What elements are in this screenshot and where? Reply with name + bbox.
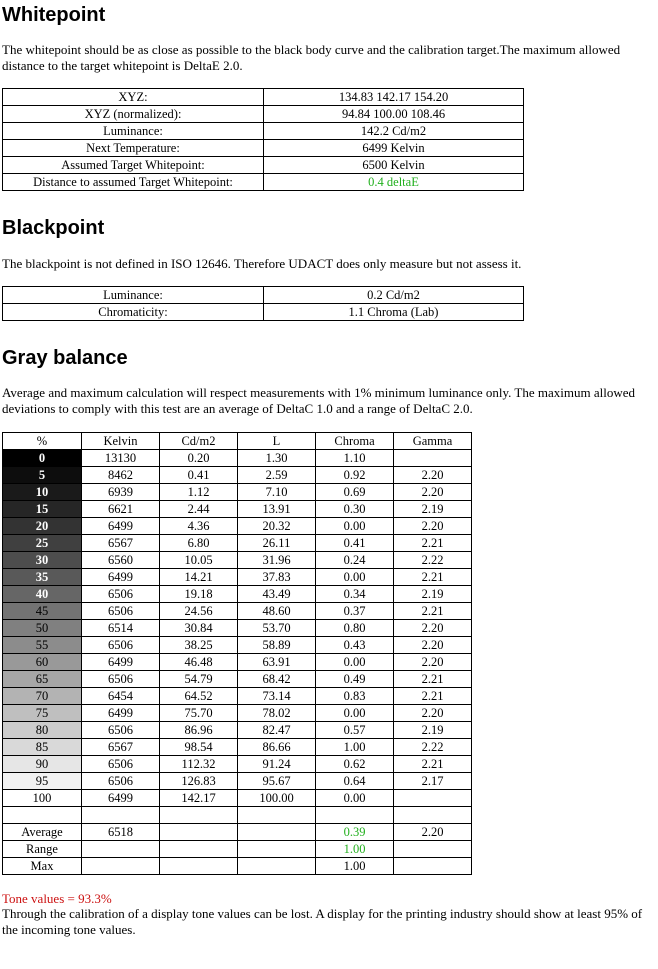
gray-row: [3, 450, 472, 467]
gray-l-cell: 68.42: [238, 671, 316, 688]
gray-cd-cell: 46.48: [160, 654, 238, 671]
gray-gamma-cell: 2.20: [394, 484, 472, 501]
summary-kelvin: [82, 858, 160, 875]
kv-value: 94.84 100.00 108.46: [264, 106, 524, 123]
gray-cd-cell: 14.21: [160, 569, 238, 586]
gray-kelvin-cell: 8462: [82, 467, 160, 484]
summary-chroma: 1.00: [316, 858, 394, 875]
gray-chroma-cell: 0.43: [316, 637, 394, 654]
gray-l-cell: 43.49: [238, 586, 316, 603]
kv-row: [3, 106, 524, 123]
gray-chroma-cell: 0.49: [316, 671, 394, 688]
gray-gamma-cell: [394, 450, 472, 467]
gray-cd-cell: 98.54: [160, 739, 238, 756]
gray-cd-cell: 24.56: [160, 603, 238, 620]
gray-cd-cell: 142.17: [160, 790, 238, 807]
gray-chroma-cell: 0.00: [316, 654, 394, 671]
summary-kelvin: 6518: [82, 824, 160, 841]
kv-row: [3, 174, 524, 191]
gray-gamma-cell: 2.21: [394, 756, 472, 773]
blackpoint-title: Blackpoint: [2, 217, 105, 239]
empty-cell: [3, 807, 82, 824]
gray-row: [3, 518, 472, 535]
kv-label: Distance to assumed Target Whitepoint:: [3, 174, 264, 191]
gray-swatch-cell: 0: [3, 450, 82, 467]
kv-value: 0.2 Cd/m2: [264, 287, 524, 304]
gray-row: [3, 790, 472, 807]
summary-chroma: 0.39: [316, 824, 394, 841]
gray-kelvin-cell: 6499: [82, 518, 160, 535]
blackpoint-table: [2, 286, 524, 321]
gray-chroma-cell: 0.30: [316, 501, 394, 518]
gray-l-cell: 48.60: [238, 603, 316, 620]
gray-kelvin-cell: 13130: [82, 450, 160, 467]
gray-cd-cell: 0.41: [160, 467, 238, 484]
kv-row: [3, 89, 524, 106]
gray-cd-cell: 6.80: [160, 535, 238, 552]
summary-kelvin: [82, 841, 160, 858]
kv-row: [3, 123, 524, 140]
gray-kelvin-cell: 6506: [82, 756, 160, 773]
column-header: Chroma: [316, 433, 394, 450]
gray-kelvin-cell: 6567: [82, 535, 160, 552]
gray-swatch-cell: 60: [3, 654, 82, 671]
kv-row: [3, 140, 524, 157]
gray-kelvin-cell: 6506: [82, 603, 160, 620]
gray-cd-cell: 112.32: [160, 756, 238, 773]
gray-l-cell: 95.67: [238, 773, 316, 790]
column-header: L: [238, 433, 316, 450]
gray-chroma-cell: 0.41: [316, 535, 394, 552]
gray-chroma-cell: 0.00: [316, 518, 394, 535]
gray-balance-title: Gray balance: [2, 347, 128, 369]
gray-row: [3, 637, 472, 654]
gray-cd-cell: 10.05: [160, 552, 238, 569]
gray-swatch-cell: 75: [3, 705, 82, 722]
kv-value: 134.83 142.17 154.20: [264, 89, 524, 106]
empty-cell: [394, 807, 472, 824]
empty-cell: [238, 807, 316, 824]
gray-kelvin-cell: 6939: [82, 484, 160, 501]
gray-chroma-cell: 0.62: [316, 756, 394, 773]
gray-gamma-cell: 2.20: [394, 705, 472, 722]
gray-gamma-cell: 2.19: [394, 722, 472, 739]
gray-row: [3, 620, 472, 637]
gray-chroma-cell: 0.57: [316, 722, 394, 739]
empty-cell: [82, 807, 160, 824]
gray-kelvin-cell: 6499: [82, 569, 160, 586]
gray-row: [3, 722, 472, 739]
gray-l-cell: 37.83: [238, 569, 316, 586]
empty-cell: [238, 841, 316, 858]
summary-label: Range: [3, 841, 82, 858]
gray-row: [3, 756, 472, 773]
gray-kelvin-cell: 6499: [82, 705, 160, 722]
gray-row: [3, 467, 472, 484]
gray-gamma-cell: 2.22: [394, 552, 472, 569]
gray-swatch-cell: 70: [3, 688, 82, 705]
gray-l-cell: 26.11: [238, 535, 316, 552]
gray-cd-cell: 38.25: [160, 637, 238, 654]
kv-value: 6499 Kelvin: [264, 140, 524, 157]
gray-chroma-cell: 0.34: [316, 586, 394, 603]
empty-cell: [238, 858, 316, 875]
column-header: %: [3, 433, 82, 450]
gray-swatch-cell: 45: [3, 603, 82, 620]
gray-gamma-cell: 2.21: [394, 671, 472, 688]
gray-cd-cell: 4.36: [160, 518, 238, 535]
spacer-row: [3, 807, 472, 824]
gray-l-cell: 73.14: [238, 688, 316, 705]
gray-kelvin-cell: 6499: [82, 654, 160, 671]
kv-value: 6500 Kelvin: [264, 157, 524, 174]
gray-chroma-cell: 0.00: [316, 790, 394, 807]
kv-row: [3, 287, 524, 304]
gray-chroma-cell: 0.92: [316, 467, 394, 484]
whitepoint-description: The whitepoint should be as close as possible to the black body curve and the calibration target.The maximum allowed distance to the target whitepoint is DeltaE 2.0.: [2, 42, 621, 73]
gray-kelvin-cell: 6499: [82, 790, 160, 807]
gray-l-cell: 7.10: [238, 484, 316, 501]
gray-cd-cell: 2.44: [160, 501, 238, 518]
kv-row: [3, 157, 524, 174]
kv-label: XYZ:: [3, 89, 264, 106]
gray-gamma-cell: 2.19: [394, 586, 472, 603]
kv-value: 142.2 Cd/m2: [264, 123, 524, 140]
gray-gamma-cell: [394, 790, 472, 807]
gray-swatch-cell: 10: [3, 484, 82, 501]
gray-row: [3, 705, 472, 722]
kv-value: 1.1 Chroma (Lab): [264, 304, 524, 321]
gray-l-cell: 31.96: [238, 552, 316, 569]
gray-swatch-cell: 20: [3, 518, 82, 535]
gray-gamma-cell: 2.20: [394, 518, 472, 535]
gray-swatch-cell: 80: [3, 722, 82, 739]
empty-cell: [160, 807, 238, 824]
kv-row: [3, 304, 524, 321]
gray-row: [3, 671, 472, 688]
gray-gamma-cell: 2.21: [394, 603, 472, 620]
gray-kelvin-cell: 6514: [82, 620, 160, 637]
empty-cell: [316, 807, 394, 824]
gray-row: [3, 603, 472, 620]
gray-chroma-cell: 1.10: [316, 450, 394, 467]
gray-gamma-cell: 2.20: [394, 467, 472, 484]
summary-row: [3, 824, 472, 841]
gray-swatch-cell: 15: [3, 501, 82, 518]
summary-gamma: [394, 858, 472, 875]
blackpoint-description: The blackpoint is not defined in ISO 12646. Therefore UDACT does only measure but not assess it.: [2, 256, 522, 271]
gray-l-cell: 13.91: [238, 501, 316, 518]
empty-cell: [160, 824, 238, 841]
gray-cd-cell: 64.52: [160, 688, 238, 705]
empty-cell: [160, 858, 238, 875]
gray-row: [3, 654, 472, 671]
gray-l-cell: 20.32: [238, 518, 316, 535]
kv-label: Next Temperature:: [3, 140, 264, 157]
gray-kelvin-cell: 6506: [82, 773, 160, 790]
gray-chroma-cell: 0.83: [316, 688, 394, 705]
gray-cd-cell: 54.79: [160, 671, 238, 688]
gray-cd-cell: 0.20: [160, 450, 238, 467]
gray-l-cell: 58.89: [238, 637, 316, 654]
gray-kelvin-cell: 6506: [82, 586, 160, 603]
tone-values-result: Tone values = 93.3%: [2, 891, 112, 906]
gray-swatch-cell: 90: [3, 756, 82, 773]
gray-l-cell: 53.70: [238, 620, 316, 637]
summary-gamma: [394, 841, 472, 858]
summary-label: Average: [3, 824, 82, 841]
gray-kelvin-cell: 6454: [82, 688, 160, 705]
gray-cd-cell: 86.96: [160, 722, 238, 739]
gray-gamma-cell: 2.22: [394, 739, 472, 756]
gray-balance-description: Average and maximum calculation will respect measurements with 1% minimum luminance only. The maximum allowed deviations to comply with this test are an average of DeltaC 1.0 and a range of DeltaC 2.0.: [2, 385, 635, 416]
gray-gamma-cell: 2.21: [394, 688, 472, 705]
gray-swatch-cell: 40: [3, 586, 82, 603]
gray-swatch-cell: 55: [3, 637, 82, 654]
gray-cd-cell: 19.18: [160, 586, 238, 603]
column-header: Gamma: [394, 433, 472, 450]
gray-gamma-cell: 2.21: [394, 569, 472, 586]
whitepoint-title: Whitepoint: [2, 4, 106, 26]
kv-label: XYZ (normalized):: [3, 106, 264, 123]
column-header: Kelvin: [82, 433, 160, 450]
gray-row: [3, 535, 472, 552]
gray-row: [3, 484, 472, 501]
gray-chroma-cell: 0.69: [316, 484, 394, 501]
gray-swatch-cell: 50: [3, 620, 82, 637]
gray-gamma-cell: 2.20: [394, 637, 472, 654]
gray-swatch-cell: 5: [3, 467, 82, 484]
gray-cd-cell: 30.84: [160, 620, 238, 637]
gray-row: [3, 569, 472, 586]
gray-swatch-cell: 65: [3, 671, 82, 688]
summary-label: Max: [3, 858, 82, 875]
gray-chroma-cell: 0.80: [316, 620, 394, 637]
gray-chroma-cell: 0.64: [316, 773, 394, 790]
gray-swatch-cell: 100: [3, 790, 82, 807]
gray-row: [3, 739, 472, 756]
gray-chroma-cell: 0.37: [316, 603, 394, 620]
gray-gamma-cell: 2.17: [394, 773, 472, 790]
summary-gamma: 2.20: [394, 824, 472, 841]
gray-gamma-cell: 2.20: [394, 654, 472, 671]
whitepoint-table: [2, 88, 524, 191]
gray-cd-cell: 1.12: [160, 484, 238, 501]
gray-header-row: [3, 433, 472, 450]
gray-l-cell: 91.24: [238, 756, 316, 773]
gray-l-cell: 82.47: [238, 722, 316, 739]
summary-row: [3, 858, 472, 875]
gray-l-cell: 2.59: [238, 467, 316, 484]
tone-values-description: Through the calibration of a display tone values can be lost. A display for the printing industry should show at least 95% of the incoming tone values.: [2, 906, 643, 937]
gray-kelvin-cell: 6621: [82, 501, 160, 518]
summary-chroma: 1.00: [316, 841, 394, 858]
gray-row: [3, 586, 472, 603]
gray-row: [3, 688, 472, 705]
gray-kelvin-cell: 6560: [82, 552, 160, 569]
gray-gamma-cell: 2.19: [394, 501, 472, 518]
gray-chroma-cell: 0.00: [316, 705, 394, 722]
gray-row: [3, 501, 472, 518]
gray-swatch-cell: 25: [3, 535, 82, 552]
column-header: Cd/m2: [160, 433, 238, 450]
gray-kelvin-cell: 6506: [82, 637, 160, 654]
kv-label: Assumed Target Whitepoint:: [3, 157, 264, 174]
gray-l-cell: 86.66: [238, 739, 316, 756]
gray-swatch-cell: 85: [3, 739, 82, 756]
gray-cd-cell: 75.70: [160, 705, 238, 722]
gray-swatch-cell: 95: [3, 773, 82, 790]
kv-label: Luminance:: [3, 287, 264, 304]
gray-cd-cell: 126.83: [160, 773, 238, 790]
gray-kelvin-cell: 6567: [82, 739, 160, 756]
gray-row: [3, 552, 472, 569]
gray-swatch-cell: 35: [3, 569, 82, 586]
gray-chroma-cell: 1.00: [316, 739, 394, 756]
gray-kelvin-cell: 6506: [82, 671, 160, 688]
gray-balance-table: [2, 432, 472, 875]
kv-label: Luminance:: [3, 123, 264, 140]
gray-kelvin-cell: 6506: [82, 722, 160, 739]
gray-l-cell: 1.30: [238, 450, 316, 467]
gray-l-cell: 78.02: [238, 705, 316, 722]
empty-cell: [160, 841, 238, 858]
kv-label: Chromaticity:: [3, 304, 264, 321]
summary-row: [3, 841, 472, 858]
gray-chroma-cell: 0.24: [316, 552, 394, 569]
gray-chroma-cell: 0.00: [316, 569, 394, 586]
gray-swatch-cell: 30: [3, 552, 82, 569]
gray-l-cell: 63.91: [238, 654, 316, 671]
gray-gamma-cell: 2.20: [394, 620, 472, 637]
empty-cell: [238, 824, 316, 841]
gray-gamma-cell: 2.21: [394, 535, 472, 552]
kv-value: 0.4 deltaE: [264, 174, 524, 191]
gray-l-cell: 100.00: [238, 790, 316, 807]
gray-row: [3, 773, 472, 790]
